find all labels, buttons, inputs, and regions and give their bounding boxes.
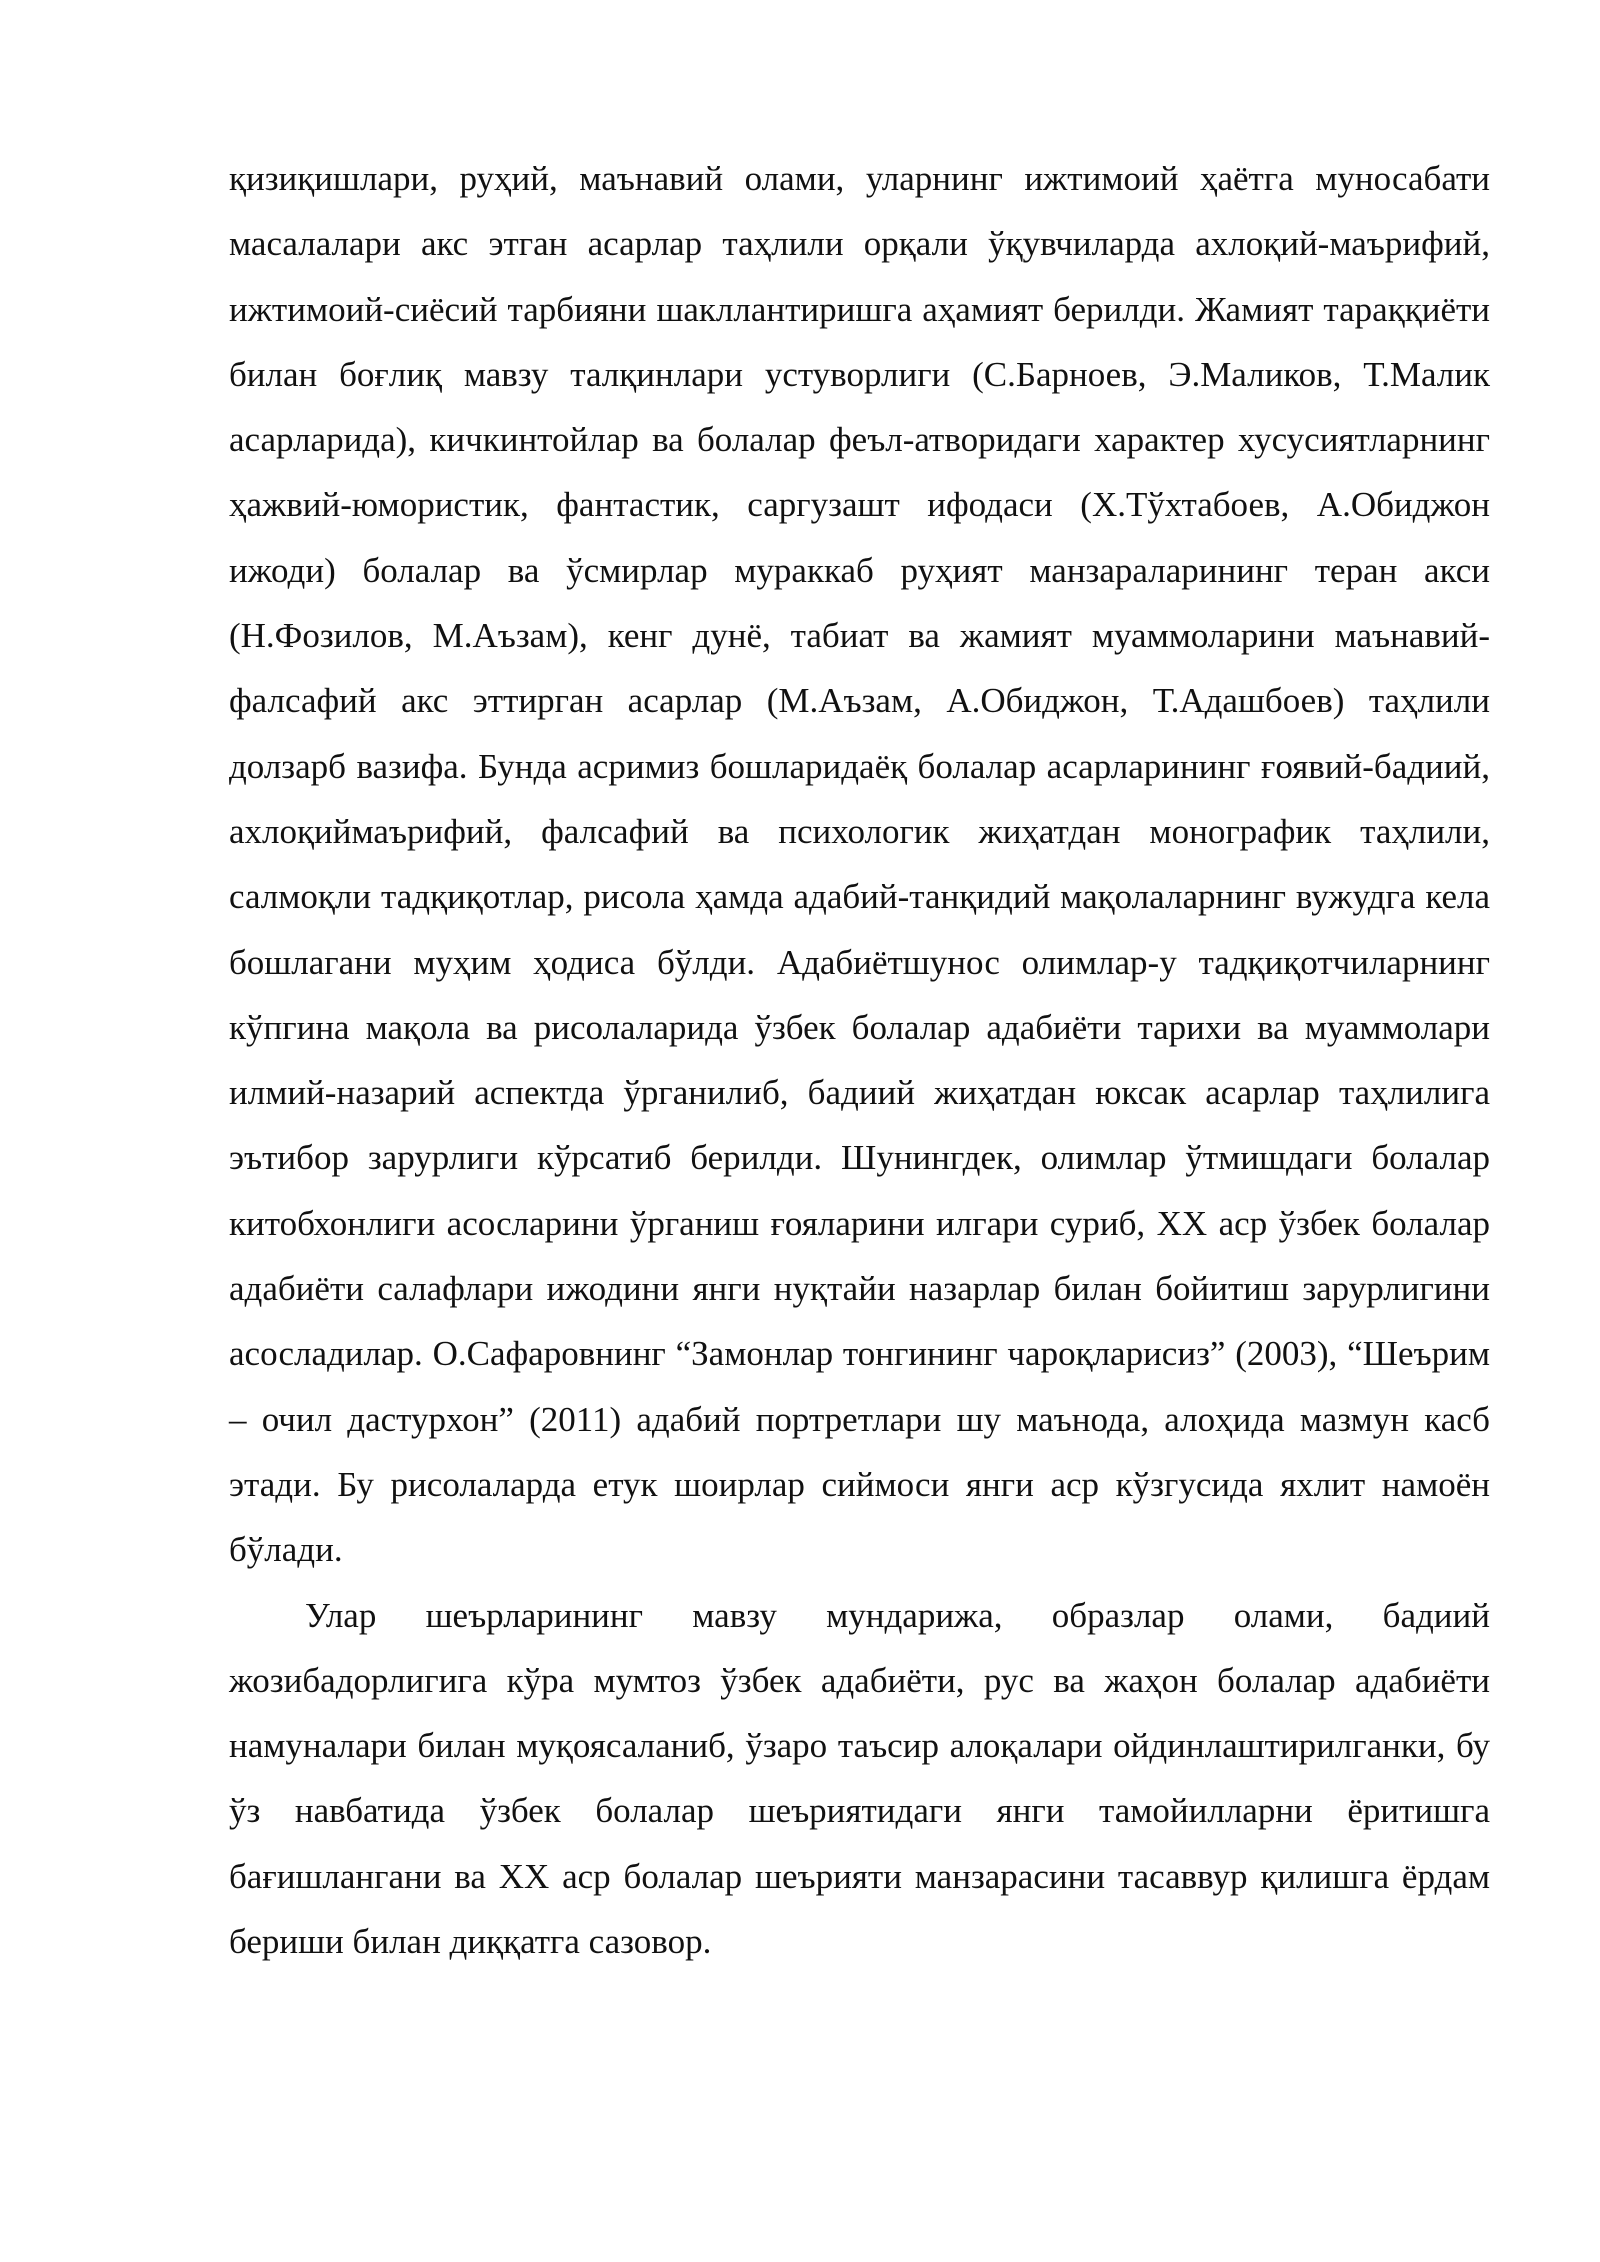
body-paragraph-1: қизиқишлари, руҳий, маънавий олами, уларнинг ижтимоий ҳаётга муносабати масалалари акс этган асарлар таҳлили орқали ўқувчиларда ахлоқий-маърифий, ижтимоий-сиёсий тарбияни шакллантиришга аҳамият берилди. Жамият тараққиёти билан боғлиқ мавзу талқинлари устуворлиги (С.Барноев, Э.Маликов, Т.Малик асарларида), кичкинтойлар ва болалар феъл-атворидаги характер хусусиятларнинг ҳажвий-юмористик, фантастик, саргузашт ифодаси (Х.Тўхтабоев, А.Обиджон ижоди) болалар ва ўсмирлар мураккаб руҳият манзараларининг теран акси (Н.Фозилов, М.Аъзам), кенг дунё, табиат ва жамият муаммоларини маънавий-фалсафий акс эттирган асарлар (М.Аъзам, А.Обиджон, Т.Адашбоев) таҳлили долзарб вазифа. Бунда асримиз бошларидаёқ болалар асарларининг ғоявий-бадиий, ахлоқиймаърифий, фалсафий ва психологик жиҳатдан монографик таҳлили, салмоқли тадқиқотлар, рисола ҳамда адабий-танқидий мақолаларнинг вужудга кела бошлагани муҳим ҳодиса бўлди. Адабиётшунос олимлар-у тадқиқотчиларнинг кўпгина мақола ва рисолаларида ўзбек болалар адабиёти тарихи ва муаммолари илмий-назарий аспектда ўрганилиб, бадиий жиҳатдан юксак асарлар таҳлилига эътибор зарурлиги кўрсатиб берилди. Шунингдек, олимлар ўтмишдаги болалар китобхонлиги асосларини ўрганиш ғояларини илгари суриб, XX аср ўзбек болалар адабиёти салафлари ижодини янги нуқтайи назарлар билан бойитиш зарурлигини асосладилар. О.Сафаровнинг “Замонлар тонгининг чароқларисиз” (2003), “Шеърим – очил дастурхон” (2011) адабий портретлари шу маънода, алоҳида мазмун касб этади. Бу рисолаларда етук шоирлар сиймоси янги аср кўзгусида яхлит намоён бўлади. — [229, 159, 1490, 1570]
document-body — [229, 146, 1490, 1974]
body-paragraph-2: Улар шеърларининг мавзу мундарижа, образлар олами, бадиий жозибадорлигига кўра мумтоз ўзбек адабиёти, рус ва жаҳон болалар адабиёти намуналари билан муқоясаланиб, ўзаро таъсир алоқалари ойдинлаштирилганки, бу ўз навбатида ўзбек болалар шеъриятидаги янги тамойилларни ёритишга бағишлангани ва XX аср болалар шеърияти манзарасини тасаввур қилишга ёрдам бериши билан диққатга сазовор. — [229, 1595, 1490, 1962]
